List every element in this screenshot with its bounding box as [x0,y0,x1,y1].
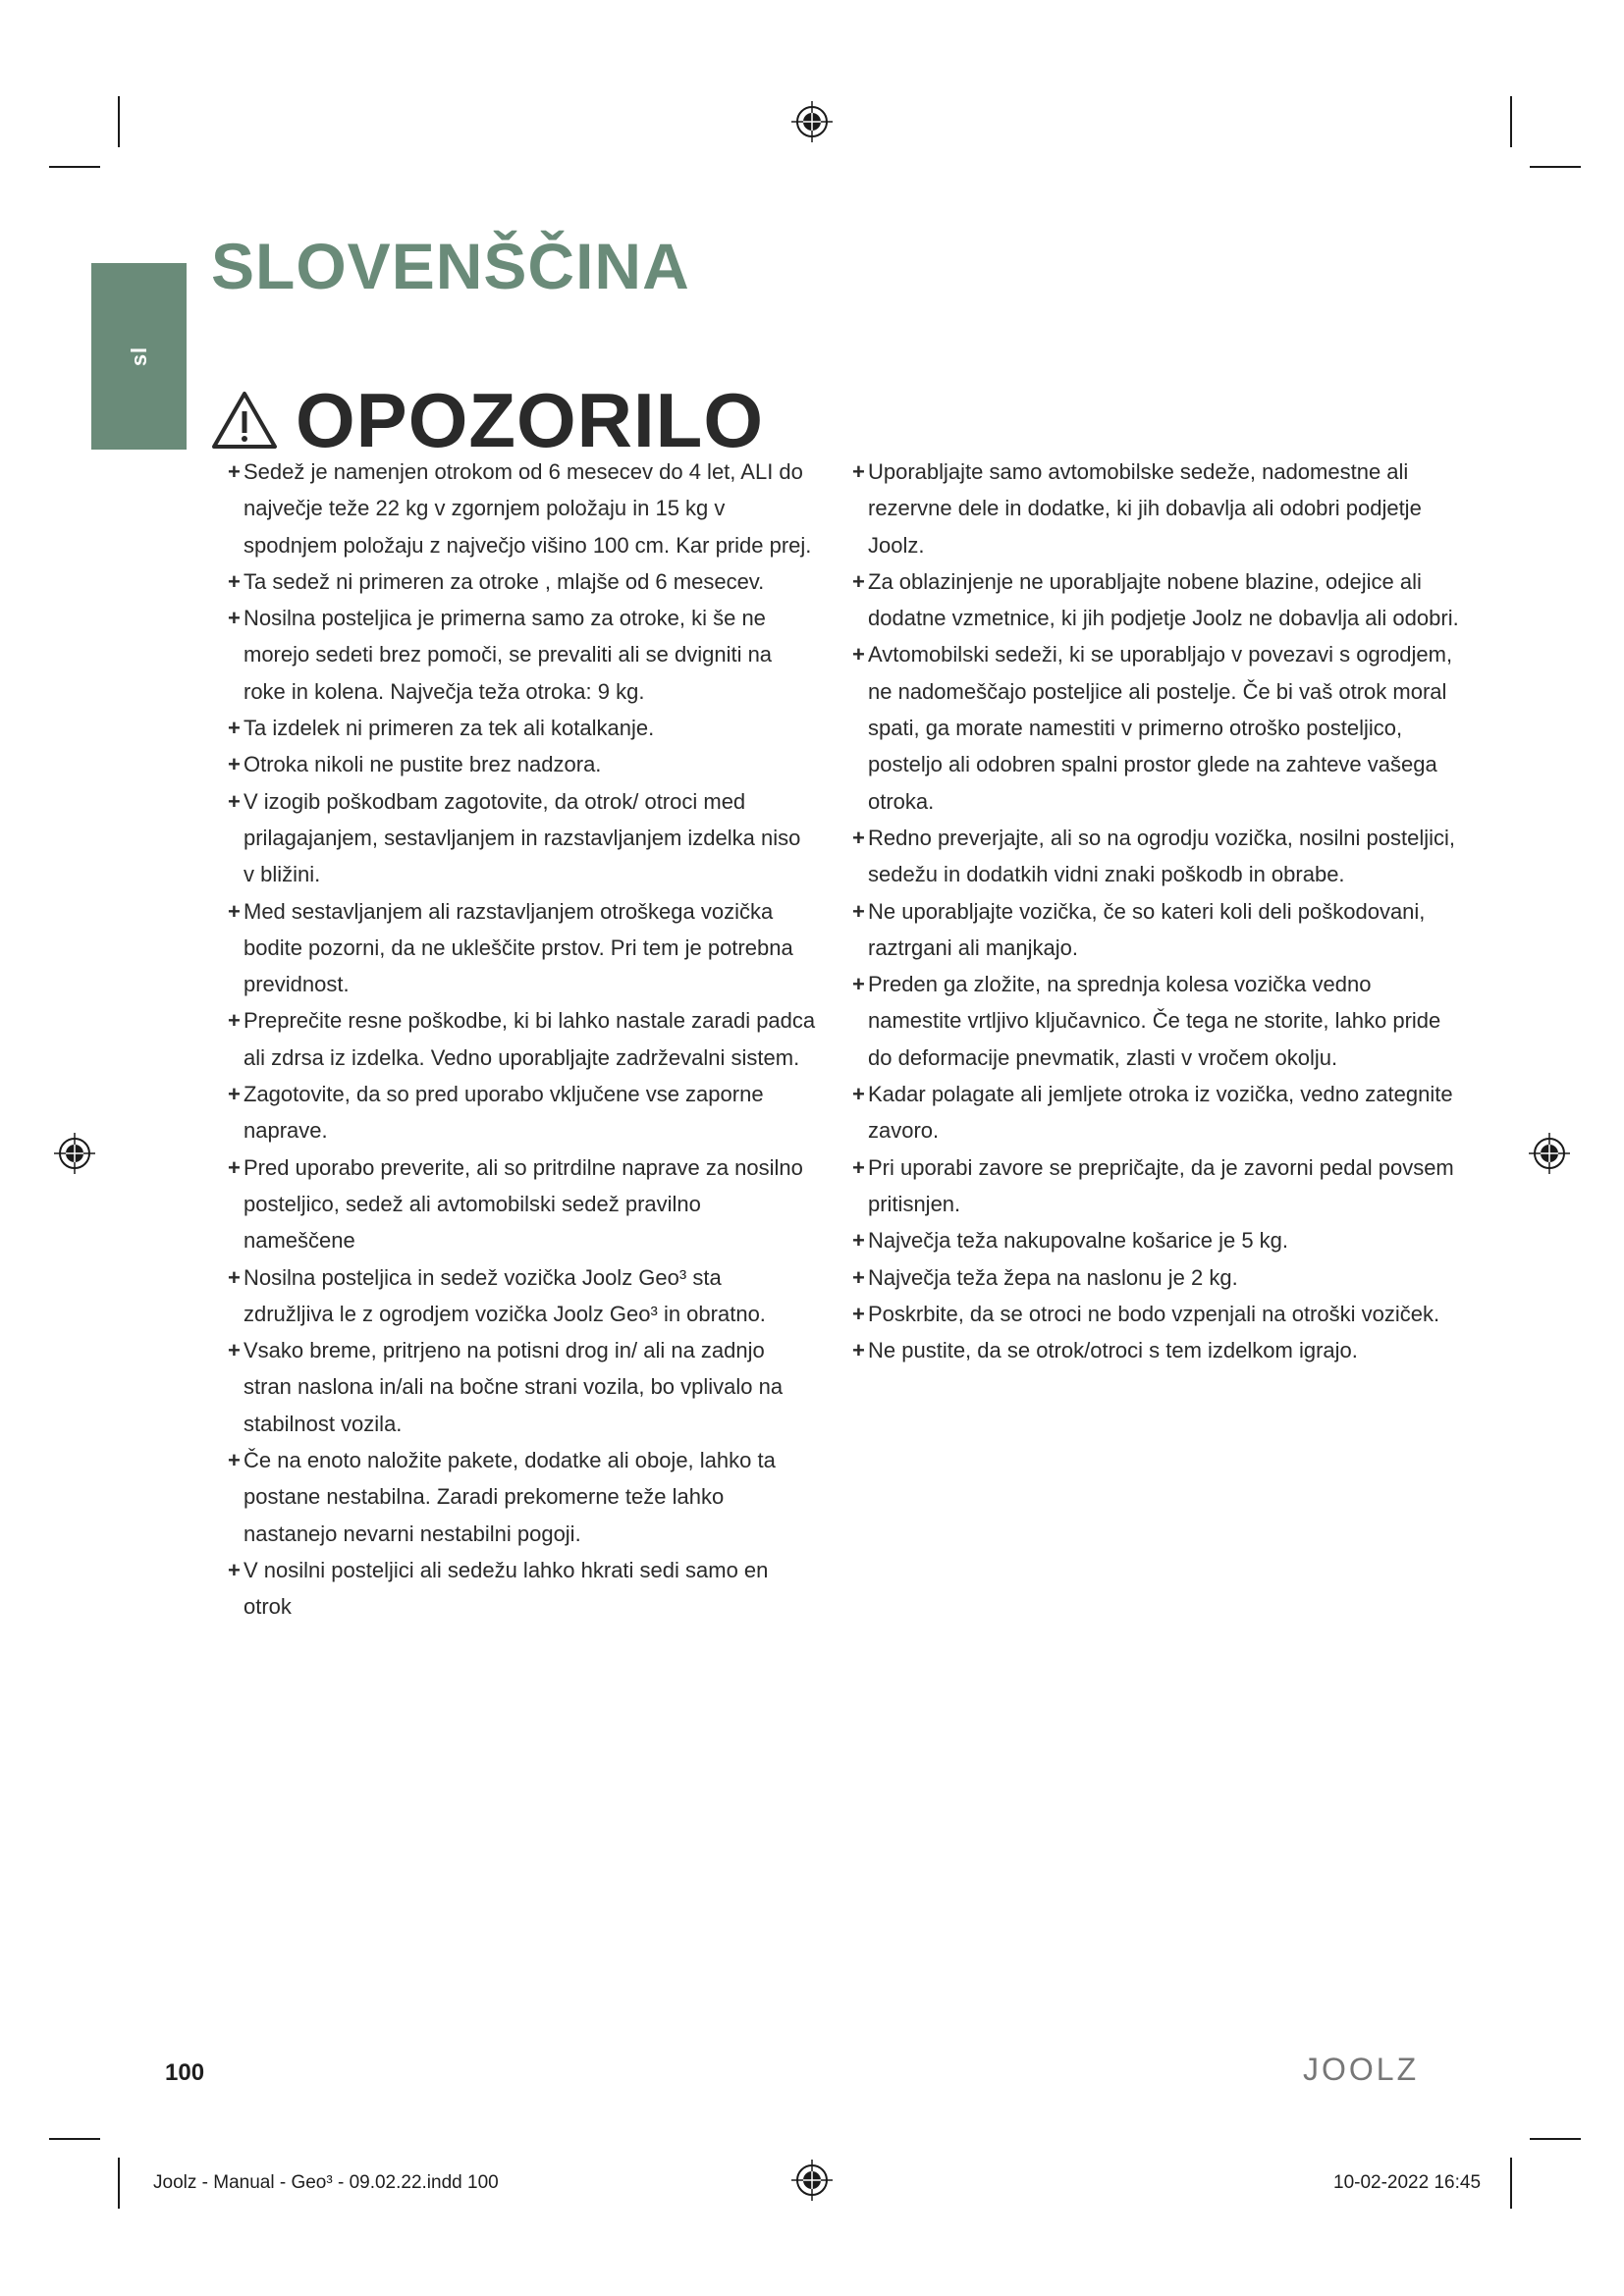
warning-list-item [228,783,817,893]
warnings-right-column [852,454,1461,1368]
crop-mark [1510,96,1512,147]
warning-list-item [852,1222,1461,1258]
brand-logo: JOOLZ [1303,2052,1420,2087]
warnings-left-column [228,454,817,1626]
registration-mark-icon [791,2160,833,2201]
warning-list-item [852,1296,1461,1332]
warning-item-text: Zagotovite, da so pred uporabo vključene vse zaporne naprave. [244,1082,764,1144]
crop-mark [118,96,120,147]
language-side-tab [91,263,187,450]
plus-bullet-icon: + [852,1082,865,1107]
plus-bullet-icon: + [228,1448,241,1473]
crop-mark [1510,2158,1512,2209]
plus-bullet-icon: + [228,1338,241,1363]
warning-item-text: Redno preverjajte, ali so na ogrodju vozička, nosilni posteljici, sedežu in dodatkih vidni znaki poškodb in obrabe. [868,825,1455,887]
registration-mark-icon [54,1133,95,1174]
warning-list-item [228,1149,817,1259]
warning-item-text: Pred uporabo preverite, ali so pritrdilne naprave za nosilno posteljico, sedež ali avtomobilski sedež pravilno nameščene [244,1154,803,1254]
warning-item-text: Ta sedež ni primeren za otroke , mlajše od 6 mesecev. [244,568,765,594]
warning-list-item [228,893,817,1003]
plus-bullet-icon: + [228,1154,241,1180]
warning-list-item [852,636,1461,819]
plus-bullet-icon: + [228,788,241,814]
print-slug-file: Joolz - Manual - Geo³ - 09.02.22.indd 100 [153,2172,499,2193]
crop-mark [1530,166,1581,168]
warning-item-text: Preden ga zložite, na sprednja kolesa vozička vedno namestite vrtljivo ključavnico. Če tega ne storite, lahko pride do deformacije pnevmatik, zlasti v vročem okolju. [868,972,1441,1070]
print-slug-date: 10-02-2022 16:45 [1333,2172,1482,2193]
warning-item-text: Sedež je namenjen otrokom od 6 mesecev do 4 let, ALI do največje teže 22 kg v zgornjem položaju in 15 kg v spodnjem položaju z največjo višino 100 cm. Kar pride prej. [244,459,812,558]
plus-bullet-icon: + [228,1557,241,1582]
warning-item-text: Ta izdelek ni primeren za tek ali kotalkanje. [244,716,655,741]
warning-item-text: Vsako breme, pritrjeno na potisni drog in/ ali na zadnjo stran naslona in/ali na bočne strani vozila, bo vplivalo na stabilnost vozila. [244,1338,784,1436]
crop-mark [118,2158,120,2209]
warning-list-item [228,1552,817,1626]
warning-list-item [228,1076,817,1149]
warning-list-item [852,1332,1461,1368]
warning-item-text: Avtomobilski sedeži, ki se uporabljajo v povezavi s ogrodjem, ne nadomeščajo posteljice ali postelje. Če bi vaš otrok moral spati, ga morate namestiti v primerno otroško posteljico, posteljo ali odobren spalni prostor glede na zahteve vašega otroka. [868,642,1453,814]
plus-bullet-icon: + [228,568,241,594]
crop-mark [49,2138,100,2140]
warning-item-text: Ne pustite, da se otrok/otroci s tem izdelkom igrajo. [868,1338,1358,1363]
warning-list-item [852,893,1461,967]
plus-bullet-icon: + [852,1264,865,1290]
language-title: SLOVENŠČINA [211,230,690,302]
plus-bullet-icon: + [228,716,241,741]
warning-list-item [228,563,817,600]
warning-list-item [852,1259,1461,1296]
plus-bullet-icon: + [228,1264,241,1290]
warning-item-text: V nosilni posteljici ali sedežu lahko hkrati sedi samo en otrok [244,1557,769,1620]
warning-list-item [852,1076,1461,1149]
warning-item-text: Kadar polagate ali jemljete otroka iz vozička, vedno zategnite zavoro. [868,1082,1453,1144]
plus-bullet-icon: + [228,1008,241,1034]
warning-item-text: Pri uporabi zavore se prepričajte, da je zavorni pedal povsem pritisnjen. [868,1154,1454,1216]
warning-list-item [228,1002,817,1076]
registration-mark-icon [1529,1133,1570,1174]
warning-triangle-icon [211,390,278,451]
crop-mark [49,166,100,168]
plus-bullet-icon: + [852,1154,865,1180]
warning-item-text: Največja teža nakupovalne košarice je 5 kg. [868,1228,1289,1254]
warning-list-item [228,1332,817,1442]
warning-title: OPOZORILO [296,377,764,463]
warning-list-item [852,1149,1461,1223]
plus-bullet-icon: + [852,1301,865,1326]
warning-item-text: Za oblazinjenje ne uporabljajte nobene blazine, odejice ali dodatne vzmetnice, ki jih podjetje Joolz ne dobavlja ali odobri. [868,568,1459,631]
page-number: 100 [165,2059,205,2086]
warning-list-item [852,563,1461,637]
warning-item-text: Nosilna posteljica je primerna samo za otroke, ki še ne morejo sedeti brez pomoči, se prevaliti ali se dvigniti na roke in kolena. Največja teža otroka: 9 kg. [244,606,773,704]
warning-list-item [228,710,817,746]
warning-list-item [228,600,817,710]
warning-list-item [852,454,1461,563]
warning-list-item [228,1442,817,1552]
plus-bullet-icon: + [228,1082,241,1107]
plus-bullet-icon: + [852,568,865,594]
plus-bullet-icon: + [852,972,865,997]
warning-list-item [228,746,817,782]
warning-list-item [852,820,1461,893]
warning-item-text: Ne uporabljajte vozička, če so kateri koli deli poškodovani, raztrgani ali manjkajo. [868,898,1426,960]
warning-item-text: Poskrbite, da se otroci ne bodo vzpenjali na otroški voziček. [868,1301,1440,1326]
plus-bullet-icon: + [852,642,865,667]
plus-bullet-icon: + [852,825,865,850]
warning-list-item [228,1259,817,1333]
warning-item-text: Če na enoto naložite pakete, dodatke ali oboje, lahko ta postane nestabilna. Zaradi prekomerne teže lahko nastanejo nevarni nestabilni pogoji. [244,1448,776,1546]
plus-bullet-icon: + [228,752,241,777]
warning-heading [211,377,764,463]
warning-item-text: Med sestavljanjem ali razstavljanjem otroškega vozička bodite pozorni, da ne ukleščite prstov. Pri tem je potrebna previdnost. [244,898,793,997]
plus-bullet-icon: + [852,1228,865,1254]
plus-bullet-icon: + [228,898,241,924]
warning-item-text: V izogib poškodbam zagotovite, da otrok/ otroci med prilagajanjem, sestavljanjem in razstavljanjem izdelka niso v bližini. [244,788,801,887]
warning-item-text: Otroka nikoli ne pustite brez nadzora. [244,752,602,777]
warning-item-text: Uporabljajte samo avtomobilske sedeže, nadomestne ali rezervne dele in dodatke, ki jih dobavlja ali odobri podjetje Joolz. [868,459,1422,558]
language-side-tab-label: sl [126,346,151,367]
plus-bullet-icon: + [228,459,241,484]
plus-bullet-icon: + [852,898,865,924]
warning-item-text: Največja teža žepa na naslonu je 2 kg. [868,1264,1238,1290]
registration-mark-icon [791,101,833,142]
plus-bullet-icon: + [228,606,241,631]
warning-item-text: Nosilna posteljica in sedež vozička Joolz Geo³ sta združljiva le z ogrodjem vozička Joolz Geo³ in obratno. [244,1264,766,1326]
warning-list-item [852,966,1461,1076]
warning-list-item [228,454,817,563]
warning-item-text: Preprečite resne poškodbe, ki bi lahko nastale zaradi padca ali zdrsa iz izdelka. Vedno uporabljajte zadrževalni sistem. [244,1008,816,1070]
crop-mark [1530,2138,1581,2140]
plus-bullet-icon: + [852,1338,865,1363]
plus-bullet-icon: + [852,459,865,484]
